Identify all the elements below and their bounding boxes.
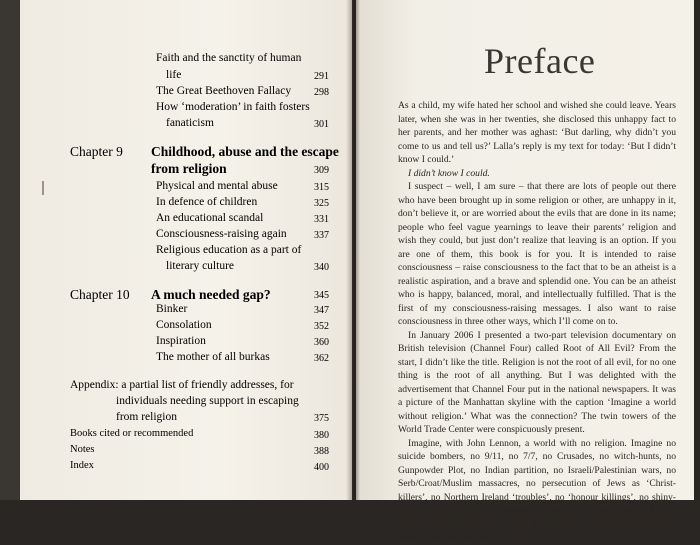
index-title: Index	[70, 460, 94, 471]
paragraph: I didn’t know I could.	[408, 167, 490, 179]
toc-page-number: 331	[314, 214, 329, 225]
chapter-10-label: Chapter 10	[70, 287, 130, 302]
toc-page-number: 345	[314, 290, 329, 301]
paragraph: As a child, my wife hated her school and wished she could leave. Years later, when she was in her twenties, she disclosed this unhappy fact to her parents, and her mother was aghast: ‘But darling, why didn’t you come to us and tell us?’ Lalla’s reply is my text for today: ‘But I didn’t know I could.’	[398, 100, 676, 165]
toc-page-number: 388	[314, 446, 329, 457]
appendix-title-cont: individuals needing support in escaping	[116, 395, 299, 407]
paragraph: In January 2006 I presented a two-part television documentary on British television (Channel Four) called Root of All Evil? From the start, I didn’t like the title. Religion is not the root of all evil, for no one thing is the root of all anything. But I was delighted with the advertisement that Channel Four put in the national newspapers. It was a picture of the Manhattan skyline with the caption ‘Imagine a world without religion.’ What was the connection? The twin towers of the World Trade Center were conspicuously present.	[398, 329, 676, 435]
toc-entry-title: Consolation	[156, 319, 212, 331]
toc-entry-title: In defence of children	[156, 196, 258, 208]
book-edge-right	[694, 0, 700, 500]
toc-page-number: 315	[314, 182, 329, 193]
toc-page-number: 375	[314, 413, 329, 424]
chapter-9-title-cont: from religion	[151, 161, 227, 176]
toc-page-number: 301	[314, 119, 329, 130]
toc-page-number: 347	[314, 305, 329, 316]
toc-entry-title: An educational scandal	[156, 212, 264, 224]
toc-page-number: 325	[314, 198, 329, 209]
toc-entry-title: The mother of all burkas	[156, 351, 270, 363]
toc-page-number: 340	[314, 262, 329, 273]
toc-entry-title: Faith and the sanctity of human	[156, 52, 302, 64]
toc-page-number: 309	[314, 165, 329, 176]
toc-entry-title: How ‘moderation’ in faith fosters	[156, 101, 310, 113]
paragraph: Imagine, with John Lennon, a world with no religion. Imagine no suicide bombers, no 9/11, no 7/7, no Crusades, no witch-hunts, no Gunpowder Plot, no Indian partition, no Israeli/Palestinian wars, no Serb/Croat/Muslim massacres, no persecution of Jews as ‘Christ-killers’, no Northern Ireland ‘troubles’, no ‘honour killings’, no shiny-suited bouffant-haired televangelists fleecing gullible people of their money (‘God wants you to give till it hurts’). Imagine no Taliban to blow up ancient statues, no public	[398, 437, 676, 543]
paragraph: I suspect – well, I am sure – that there are lots of people out there who have been brought up in some religion or other, are unhappy in it, don’t believe it, or are worried about the evils that are done in its name; people who feel vague yearnings to leave their parents’ religion and wish they could, but just don’t realize that leaving is an option. If you are one of them, this book is for you. It is intended to raise consciousness – raise consciousness to the fact that to be an atheist is a realistic aspiration, and a brave and splendid one. You can be an atheist who is happy, balanced, moral, and intellectually fulfilled. That is the first of my consciousness-raising messages. I also want to raise consciousness in three other ways, which I’ll come on to.	[398, 181, 676, 327]
table-of-contents	[0, 0, 339, 500]
toc-page-number: 380	[314, 430, 329, 441]
toc-entry-title: Binker	[156, 303, 188, 315]
margin-mark	[42, 181, 44, 195]
chapter-10-title: A much needed gap?	[151, 287, 271, 302]
preface-body	[398, 99, 676, 545]
books-cited-title: Books cited or recommended	[70, 428, 194, 439]
toc-entry-title: Physical and mental abuse	[156, 180, 278, 192]
book-gutter	[346, 0, 360, 500]
chapter-9-label: Chapter 9	[70, 144, 123, 159]
toc-page-number: 400	[314, 462, 329, 473]
toc-entry-title: literary culture	[166, 260, 235, 272]
toc-page-number: 291	[314, 71, 329, 82]
toc-entry-title: Consciousness-raising again	[156, 228, 287, 240]
toc-entry-title: life	[166, 69, 182, 81]
notes-title: Notes	[70, 444, 95, 455]
toc-entry-title: The Great Beethoven Fallacy	[156, 85, 292, 97]
appendix-title: Appendix: a partial list of friendly addresses, for	[70, 379, 294, 391]
toc-entry-title: Religious education as a part of	[156, 244, 302, 256]
toc-page-number: 362	[314, 353, 329, 364]
toc-page-number: 337	[314, 230, 329, 241]
chapter-9-title: Childhood, abuse and the escape	[151, 144, 339, 159]
toc-entry-title: Inspiration	[156, 335, 206, 347]
preface-title: Preface	[484, 41, 596, 81]
appendix-title-cont: from religion	[116, 411, 177, 423]
toc-entry-title: fanaticism	[166, 117, 214, 129]
toc-page-number: 360	[314, 337, 329, 348]
toc-page-number: 352	[314, 321, 329, 332]
toc-page-number: 298	[314, 87, 329, 98]
